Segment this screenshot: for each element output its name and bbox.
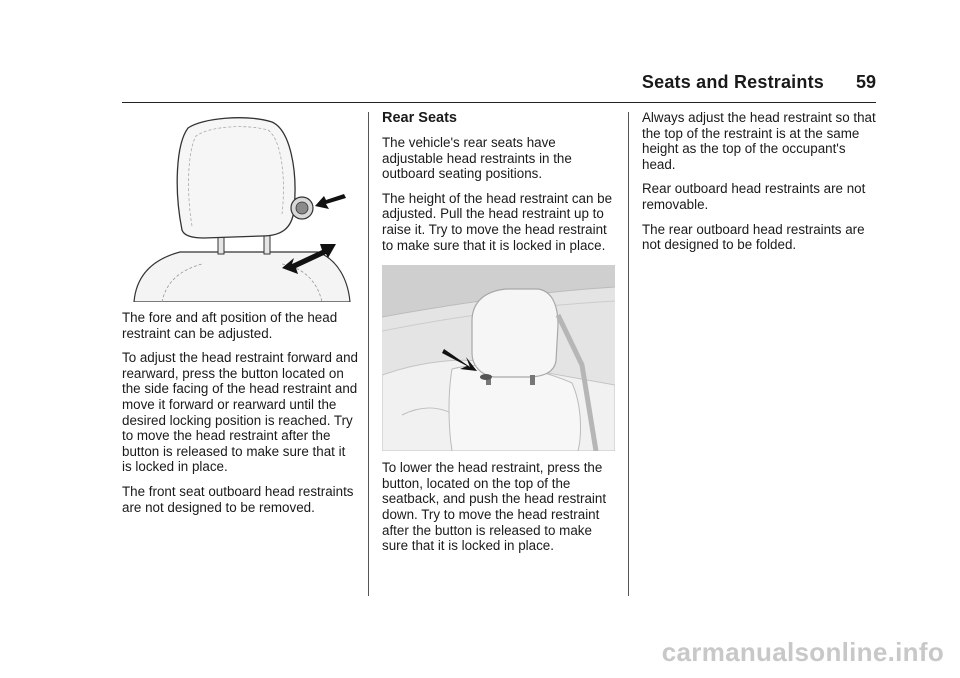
paragraph: To adjust the head restraint forward and rearward, press the button located on the side facing of the head restraint and move it forward or rearward until the desired locking position is reached. Try to move the head restraint after the button is released to make sure that it is locked in place. xyxy=(122,350,358,475)
right-column xyxy=(642,110,878,262)
paragraph: The rear outboard head restraints are not designed to be folded. xyxy=(642,221,865,253)
paragraph: Always adjust the head restraint so that the top of the restraint is at the same height as the top of the occupant's head. xyxy=(642,110,876,172)
middle-column xyxy=(382,110,618,563)
rear-head-restraint-illustration xyxy=(382,265,615,451)
paragraph: The height of the head restraint can be adjusted. Pull the head restraint up to raise it. Try to move the head restraint to make sure that it is locked in place. xyxy=(382,190,613,253)
page-number: 59 xyxy=(855,72,876,92)
paragraph: Rear outboard head restraints are not removable. xyxy=(642,181,866,212)
paragraph: The fore and aft position of the head restraint can be adjusted. xyxy=(122,310,338,341)
watermark: carmanualsonline.info xyxy=(661,637,944,667)
paragraph: The vehicle's rear seats have adjustable head restraints in the outboard seating positions. xyxy=(382,135,572,182)
paragraph: To lower the head restraint, press the button, located on the top of the seatback, and push the head restraint down. Try to move the head restraint after the button is released to make sure that it is locked in place. xyxy=(382,460,607,554)
front-head-restraint-illustration xyxy=(122,110,358,302)
section-title: Seats and Restraints xyxy=(641,72,824,92)
rear-seats-heading: Rear Seats xyxy=(382,110,457,126)
paragraph: The front seat outboard head restraints are not designed to be removed. xyxy=(122,483,354,515)
page-header xyxy=(122,70,876,103)
column-divider xyxy=(368,112,369,596)
column-divider xyxy=(628,112,629,596)
left-column xyxy=(122,110,358,524)
